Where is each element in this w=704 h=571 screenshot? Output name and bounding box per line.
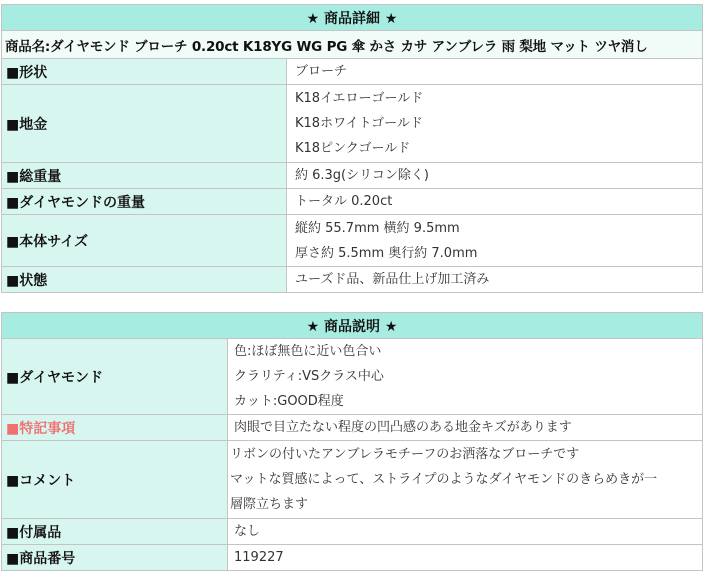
value-metal: K18イエローゴールド K18ホワイトゴールド K18ピンクゴールド (287, 85, 703, 163)
row-diamond (2, 339, 703, 415)
row-diamond-weight (2, 189, 703, 215)
row-comment (2, 441, 703, 519)
label-diamond: ■ダイヤモンド (2, 339, 228, 415)
row-size (2, 215, 703, 267)
product-details-table (1, 4, 703, 293)
details-heading: ★ 商品詳細 ★ (2, 5, 703, 31)
value-shape: ブローチ (287, 59, 703, 85)
label-total-weight: ■総重量 (2, 163, 287, 189)
row-shape (2, 59, 703, 85)
label-comment: ■コメント (2, 441, 228, 519)
row-condition (2, 267, 703, 293)
label-metal: ■地金 (2, 85, 287, 163)
row-total-weight (2, 163, 703, 189)
label-special-notes: ■特記事項 (2, 415, 228, 441)
description-heading: ★ 商品説明 ★ (2, 313, 703, 339)
value-accessories: なし (228, 519, 703, 545)
row-special-notes (2, 415, 703, 441)
label-condition: ■状態 (2, 267, 287, 293)
value-condition: ユーズド品、新品仕上げ加工済み (287, 267, 703, 293)
row-product-number (2, 545, 703, 571)
value-size: 縦約 55.7mm 横約 9.5mm 厚さ約 5.5mm 奥行約 7.0mm (287, 215, 703, 267)
value-diamond: 色:ほぼ無色に近い色合い クラリティ:VSクラス中心 カット:GOOD程度 (228, 339, 703, 415)
product-title: 商品名:ダイヤモンド ブローチ 0.20ct K18YG WG PG 傘 かさ カサ アンブレラ 雨 梨地 マット ツヤ消し (2, 31, 703, 59)
value-product-number: 119227 (228, 545, 703, 571)
row-metal (2, 85, 703, 163)
value-total-weight: 約 6.3g(シリコン除く) (287, 163, 703, 189)
row-accessories (2, 519, 703, 545)
value-comment: リボンの付いたアンブレラモチーフのお洒落なブローチです マットな質感によって、ストライプのようなダイヤモンドのきらめきが一 層際立ちます (228, 441, 703, 519)
label-size: ■本体サイズ (2, 215, 287, 267)
label-shape: ■形状 (2, 59, 287, 85)
value-diamond-weight: トータル 0.20ct (287, 189, 703, 215)
label-accessories: ■付属品 (2, 519, 228, 545)
product-description-table (1, 312, 703, 571)
label-product-number: ■商品番号 (2, 545, 228, 571)
value-special-notes: 肉眼で目立たない程度の凹凸感のある地金キズがあります (228, 415, 703, 441)
label-diamond-weight: ■ダイヤモンドの重量 (2, 189, 287, 215)
